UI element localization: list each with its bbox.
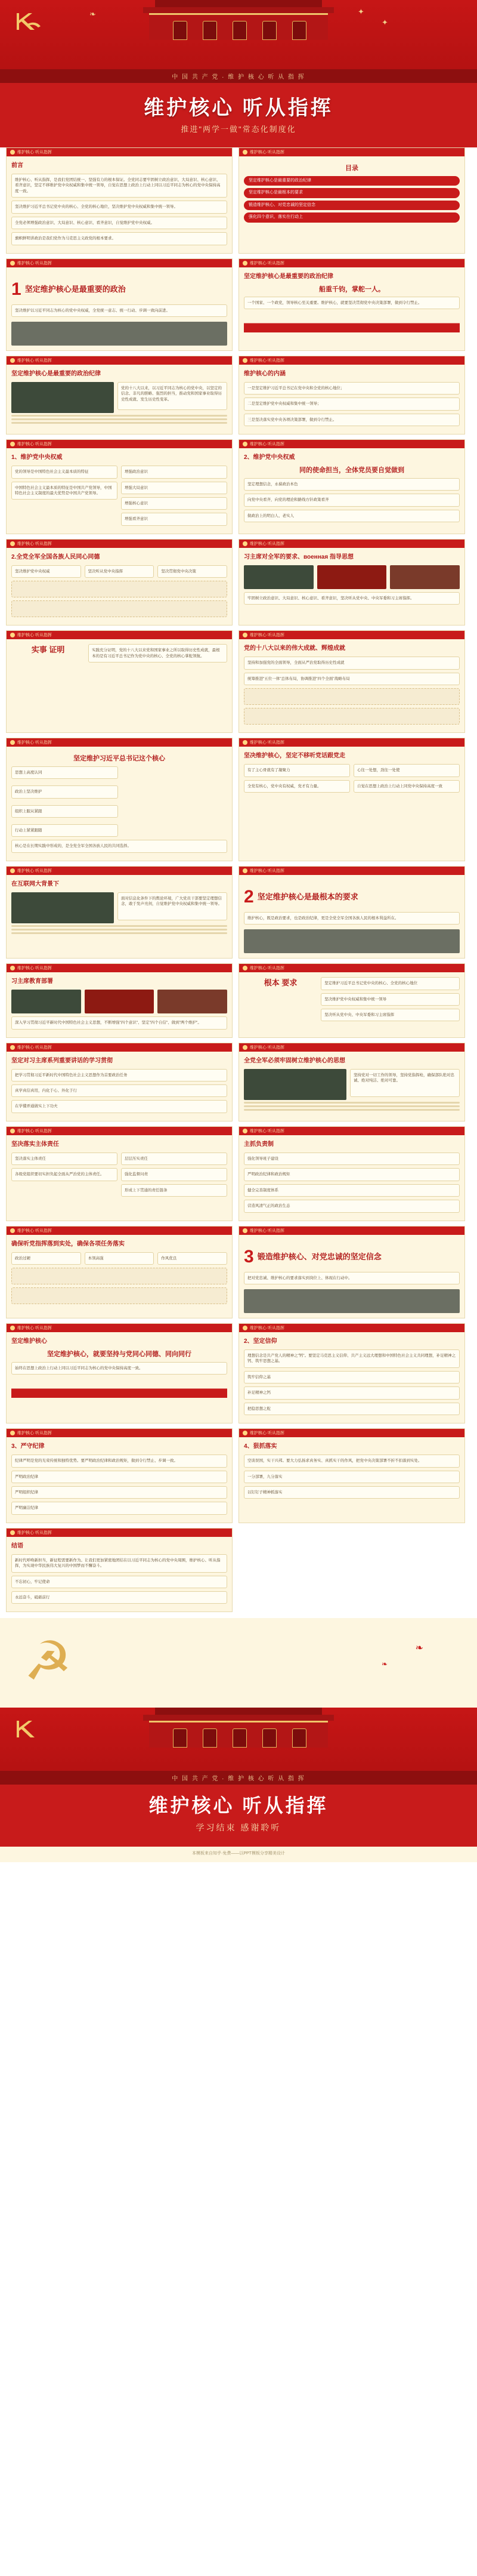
slide-2[interactable] bbox=[238, 147, 465, 254]
slide-body bbox=[7, 639, 232, 670]
slide-header bbox=[239, 631, 464, 639]
ending-title: 维护核心 听从指挥 bbox=[148, 1795, 329, 1817]
slide-body bbox=[239, 875, 464, 958]
party-badge-icon bbox=[243, 1431, 247, 1435]
ribbon-card-4: 行动上紧紧跟随 bbox=[11, 824, 118, 837]
body-text: 党的十八大以来，以习近平同志为核心的党中央，以坚定的信念、非凡的胆略、强烈的担当，推动党和国家事业取得历史性成就、发生历史性变革。 bbox=[117, 382, 227, 410]
info-card-3: 三是坚决落实党中央各项决策部署，做到令行禁止。 bbox=[244, 414, 460, 426]
slide-header-label: 维护核心 听从指挥 bbox=[17, 261, 52, 266]
slide-28[interactable] bbox=[238, 1428, 465, 1523]
party-badge-icon bbox=[10, 966, 15, 970]
right-box-3: 增强核心意识 bbox=[121, 497, 227, 510]
section-title: 坚定维护核心是最重要的政治 bbox=[24, 284, 126, 294]
left-title: 有了主心骨就有了凝聚力 bbox=[244, 764, 350, 777]
info-card-3: 在学懂弄通做实上下功夫 bbox=[11, 1100, 227, 1113]
slide-header bbox=[7, 738, 232, 747]
slide-body bbox=[239, 267, 464, 338]
slide-title: 习主席对全军的要求、военная 指导思想 bbox=[244, 553, 354, 560]
party-badge-icon bbox=[10, 1045, 15, 1050]
slide-23[interactable] bbox=[6, 1226, 233, 1318]
right-box-1: 层层压实责任 bbox=[121, 1153, 227, 1165]
info-card-3: 严明廉洁纪律 bbox=[11, 1502, 227, 1514]
decorative-bird-icon: ❧ bbox=[415, 1643, 423, 1654]
slide-header-label: 维护核心 听从指挥 bbox=[250, 1228, 284, 1233]
info-card-1: 严明政治纪律 bbox=[11, 1471, 227, 1483]
slide-10[interactable] bbox=[238, 539, 465, 625]
slide-header bbox=[239, 259, 464, 267]
party-badge-icon bbox=[10, 1431, 15, 1435]
ending-slide bbox=[0, 1708, 477, 1847]
slide-body bbox=[239, 365, 464, 434]
body-text: 理想信念是共产党人的精神之"钙"。要坚定马克思主义信仰、共产主义远大理想和中国特色社会主义共同理想，补足精神之钙、筑牢思想之基。 bbox=[244, 1349, 460, 1368]
slide-body bbox=[7, 1437, 232, 1523]
list-item-1: 坚定维护习近平总书记党中央的核心、全党的核心地位 bbox=[321, 977, 460, 990]
party-badge-icon bbox=[10, 1326, 15, 1330]
body-text: 维护核心、听从指挥，是我们党团结统一、坚强有力的根本保证。全党同志要牢固树立政治意识、大局意识、核心意识、看齐意识，坚定不移维护党中央权威和集中统一领导，自觉在思想上政治上行动上同以习近平同志为核心的党中央保持高度一致。 bbox=[11, 174, 227, 198]
slide-26[interactable] bbox=[238, 1323, 465, 1423]
info-card-2: 严明政治纪律和政治规矩 bbox=[244, 1168, 460, 1181]
slide-body bbox=[7, 875, 232, 941]
slide-title: 坚定维护核心是最重要的政治纪律 bbox=[244, 273, 333, 280]
slide-header-label: 维护核心 听从指挥 bbox=[17, 1530, 52, 1535]
hero-band: 中 国 共 产 党 · 维 护 核 心 听 从 指 挥 bbox=[0, 69, 477, 83]
toc-item-2[interactable]: 坚定维护核心是最根本的要求 bbox=[244, 188, 460, 198]
slide-header-label: 维护核心 听从指挥 bbox=[17, 741, 52, 745]
slide-body bbox=[239, 1235, 464, 1318]
hero-subtitle: 推进"两学一做"常态化制度化 bbox=[181, 125, 296, 134]
ribbon-card-3: 组织上服从紧跟 bbox=[11, 805, 118, 818]
party-badge-icon bbox=[243, 1045, 247, 1050]
blank-box-1: 政治过硬 bbox=[11, 1252, 81, 1265]
ribbon-card-2: 政治上坚决维护 bbox=[11, 785, 118, 798]
body-text: 纪律严明是党的光荣传统和独特优势。要严明政治纪律和政治规矩，做到令行禁止、步调一致。 bbox=[11, 1455, 227, 1467]
slide-header bbox=[239, 1127, 464, 1135]
slogan-text: 船重千钧，掌舵一人。 bbox=[319, 285, 385, 293]
slide-8[interactable] bbox=[238, 439, 465, 534]
slogan-text: 坚定维护核心，就要坚持与党同心同德、同向同行 bbox=[47, 1351, 191, 1358]
section-number: 2 bbox=[244, 886, 254, 907]
slide-header-label: 维护核心 听从指挥 bbox=[250, 633, 284, 638]
info-card-1: 一分部署，九分落实 bbox=[244, 1471, 460, 1483]
party-badge-icon bbox=[243, 1129, 247, 1133]
slide-title: 维护核心的内涵 bbox=[244, 370, 286, 377]
info-card-1: 一是坚定维护习近平总书记在党中央和全党的核心地位； bbox=[244, 382, 460, 395]
big-label: 实事 证明 bbox=[31, 645, 65, 655]
slide-header bbox=[7, 1227, 232, 1235]
slide-header-label: 维护核心 听从指挥 bbox=[17, 1326, 52, 1330]
slide-header bbox=[239, 440, 464, 448]
slide-19[interactable] bbox=[6, 1043, 233, 1121]
slide-header-label: 维护核心 听从指挥 bbox=[250, 741, 284, 745]
slide-body bbox=[7, 1135, 232, 1204]
slide-header bbox=[7, 867, 232, 875]
slide-header-label: 维护核心 听从指挥 bbox=[17, 541, 52, 546]
slide-header-label: 维护核心 听从指挥 bbox=[17, 1228, 52, 1233]
slide-header-label: 维护核心 听从指挥 bbox=[250, 358, 284, 363]
slide-header bbox=[239, 148, 464, 156]
slide-header bbox=[7, 1529, 232, 1537]
slide-header-label: 维护核心 听从指挥 bbox=[250, 1129, 284, 1133]
right-box-1: 心往一处想，劲往一处使 bbox=[354, 764, 460, 777]
slide-header-label: 维护核心 听从指挥 bbox=[17, 868, 52, 873]
slide-body bbox=[7, 1235, 232, 1312]
blank-box-1: 坚决维护党中央权威 bbox=[11, 565, 81, 578]
slide-5[interactable] bbox=[6, 356, 233, 435]
right-box-2: 增强大局意识 bbox=[121, 482, 227, 494]
slide-header bbox=[239, 738, 464, 747]
slide-header-label: 维护核心 听从指挥 bbox=[250, 150, 284, 155]
slide-header bbox=[7, 1324, 232, 1332]
slide-title: 坚定维护核心是最重要的政治纪律 bbox=[11, 370, 101, 377]
slide-header bbox=[239, 540, 464, 548]
slide-title: 主抓负责制 bbox=[244, 1141, 274, 1148]
ribbon-card-1: 思想上高度认同 bbox=[11, 766, 118, 779]
box-1: 坚定理想信念，永葆政治本色 bbox=[244, 478, 460, 491]
slide-header bbox=[7, 540, 232, 548]
slide-body bbox=[239, 1052, 464, 1117]
box-2: 向党中央看齐，向党的理论和路线方针政策看齐 bbox=[244, 494, 460, 506]
slide-17[interactable] bbox=[6, 963, 233, 1037]
slide-title: 目录 bbox=[345, 165, 358, 172]
right-box-2: 自觉在思想上政治上行动上同党中央保持高度一致 bbox=[354, 780, 460, 793]
slide-body bbox=[239, 1135, 464, 1221]
info-card-2: 严明组织纪律 bbox=[11, 1486, 227, 1499]
body-text: 实践充分证明，党的十八大以来党和国家事业之所以取得历史性成就，最根本的是有习近平总书记作为党中央的核心、全党的核心掌舵领航。 bbox=[88, 644, 227, 663]
party-badge-icon bbox=[10, 261, 15, 266]
slide-header-label: 维护核心 听从指挥 bbox=[250, 541, 284, 546]
info-card-1: 坚决维护习近平总书记党中央的核心、全党的核心地位，坚决维护党中央权威和集中统一领导。 bbox=[11, 201, 227, 213]
slide-11[interactable] bbox=[6, 630, 233, 733]
section-note: 把对党忠诚、维护核心的要求落实到岗位上、体现在行动中。 bbox=[244, 1272, 460, 1284]
slogan-body: 一个国家、一个政党，领导核心至关重要。维护核心，就要坚决贯彻党中央决策部署，做到令行禁止。 bbox=[244, 297, 460, 309]
slide-body bbox=[239, 448, 464, 530]
right-box-4: 增强看齐意识 bbox=[121, 513, 227, 525]
right-box-2: 强化监督问责 bbox=[121, 1168, 227, 1181]
slide-title: 党的十八大以来的伟大成就、辉煌成就 bbox=[244, 645, 345, 652]
info-card-1: 筑牢信仰之基 bbox=[244, 1371, 460, 1383]
info-card-1: 把学习贯彻习近平新时代中国特色社会主义思想作为首要政治任务 bbox=[11, 1069, 227, 1081]
slide-27[interactable] bbox=[6, 1428, 233, 1523]
section-note: 维护核心，既是政治要求，也是政治纪律，更是全党全军全国各族人民的根本利益所在。 bbox=[244, 912, 460, 925]
slide-header-label: 维护核心 听从指挥 bbox=[250, 966, 284, 971]
slide-body bbox=[7, 267, 232, 350]
footer-note: 本模板来自知乎·免费——以PPT模板分享精美设计 bbox=[0, 1847, 477, 1862]
section-number: 3 bbox=[244, 1246, 254, 1267]
crowd-silhouette bbox=[244, 312, 460, 332]
slide-title: 前言 bbox=[11, 162, 23, 169]
info-card-2: 补足精神之钙 bbox=[244, 1386, 460, 1399]
slide-15[interactable] bbox=[6, 866, 233, 959]
slide-grid bbox=[0, 147, 477, 1618]
info-card-3: 旗帜鲜明讲政治是我们党作为马克思主义政党的根本要求。 bbox=[11, 232, 227, 245]
party-badge-icon bbox=[243, 1326, 247, 1330]
hero-top-banner: ❧ ✦ ✦ bbox=[0, 0, 477, 69]
slide-header-label: 维护核心 听从指挥 bbox=[250, 1431, 284, 1436]
slide-title: 坚定对习主席系列重要讲话的学习贯彻 bbox=[11, 1057, 113, 1064]
slide-header bbox=[7, 1429, 232, 1437]
info-card-3: 把稳思想之舵 bbox=[244, 1403, 460, 1415]
section-number: 1 bbox=[11, 279, 21, 299]
slide-13[interactable] bbox=[6, 738, 233, 861]
slide-body bbox=[239, 1437, 464, 1506]
slide-title: 2、维护党中央权威 bbox=[244, 454, 295, 461]
slide-header bbox=[7, 259, 232, 267]
slide-16[interactable] bbox=[238, 866, 465, 959]
slide-title: 2.全党全军全国各族人民同心同德 bbox=[11, 553, 100, 560]
slide-21[interactable] bbox=[6, 1126, 233, 1221]
ending-band: 中 国 共 产 党 · 维 护 核 心 听 从 指 挥 bbox=[0, 1771, 477, 1785]
slide-header bbox=[7, 356, 232, 365]
box-1: 坚持和加强党的全面领导，全面从严治党取得历史性成就 bbox=[244, 657, 460, 669]
section-note: 坚决维护以习近平同志为核心的党中央权威，全党统一意志、统一行动、步调一致向前进。 bbox=[11, 304, 227, 317]
slide-header-label: 维护核心 听从指挥 bbox=[17, 1431, 52, 1436]
ending-subtitle: 学习结束 感谢聆听 bbox=[196, 1823, 281, 1833]
section-title: 锻造维护核心、对党忠诚的坚定信念 bbox=[257, 1252, 382, 1261]
blank-box-3: 坚决贯彻党中央决策 bbox=[157, 565, 227, 578]
slide-body bbox=[7, 1537, 232, 1612]
slide-title: 在互联网大背景下 bbox=[11, 880, 59, 888]
party-badge-icon bbox=[243, 1228, 247, 1233]
slide-title: 坚决维护核心，坚定不移听党话跟党走 bbox=[244, 753, 345, 760]
slide-body bbox=[7, 365, 232, 430]
slide-24[interactable] bbox=[238, 1226, 465, 1318]
ending-top-banner bbox=[0, 1708, 477, 1771]
party-badge-icon bbox=[10, 1129, 15, 1133]
toc-item-4[interactable]: 强化四个意识，落实在行动上 bbox=[244, 212, 460, 223]
slide-3[interactable] bbox=[6, 258, 233, 351]
box-2: 统筹推进"五位一体"总体布局，协调推进"四个全面"战略布局 bbox=[244, 673, 460, 685]
party-badge-icon bbox=[243, 633, 247, 637]
slide-body bbox=[7, 1332, 232, 1403]
party-badge-icon bbox=[10, 868, 15, 873]
left-body: 全党有核心，党中央有权威，党才有力量。 bbox=[244, 780, 350, 793]
slide-body bbox=[239, 747, 464, 800]
right-box-1: 增强政治意识 bbox=[121, 466, 227, 478]
hammer-sickle-icon: ☭ bbox=[24, 1632, 72, 1692]
slide-header bbox=[7, 1127, 232, 1135]
slide-header-label: 维护核心 听从指挥 bbox=[17, 358, 52, 363]
right-box-3: 形成上下贯通的责任链条 bbox=[121, 1184, 227, 1197]
left-body: 中国特色社会主义最本质的特征是中国共产党领导，中国特色社会主义制度的最大优势是中国共产党领导。 bbox=[11, 482, 117, 500]
slide-header bbox=[239, 1429, 464, 1437]
slide-header-label: 维护核心 听从指挥 bbox=[17, 1045, 52, 1050]
hero-slide bbox=[0, 0, 477, 147]
slide-title: 4、狠抓落实 bbox=[244, 1443, 277, 1450]
slide-body bbox=[7, 972, 232, 1037]
slide-title: 结语 bbox=[11, 1542, 23, 1549]
slide-title: 习主席教育部署 bbox=[11, 978, 53, 985]
slide-1[interactable] bbox=[6, 147, 233, 254]
hero-title: 维护核心 听从指挥 bbox=[144, 97, 333, 119]
party-badge-icon bbox=[243, 261, 247, 266]
party-badge-icon bbox=[10, 1530, 15, 1535]
slide-header-label: 维护核心 听从指挥 bbox=[250, 868, 284, 873]
party-badge-icon bbox=[243, 541, 247, 546]
tiananmen-illustration bbox=[0, 0, 477, 39]
slide-14[interactable] bbox=[238, 738, 465, 861]
slide-title: 确保听党指挥落到实处，确保各项任务落实 bbox=[11, 1240, 125, 1247]
info-card-2: 真学真信真用，内化于心、外化于行 bbox=[11, 1084, 227, 1097]
big-label: 根本 要求 bbox=[264, 978, 298, 988]
party-badge-icon bbox=[10, 442, 15, 446]
party-badge-icon bbox=[243, 442, 247, 446]
info-card-2: 永远奋斗，砥砺前行 bbox=[11, 1591, 227, 1604]
info-card-2: 全党必须增强政治意识、大局意识、核心意识、看齐意识，自觉维护党中央权威。 bbox=[11, 217, 227, 229]
party-badge-icon bbox=[10, 1228, 15, 1233]
body-text: 新时代呼唤新担当，新征程需要新作为。让我们更加紧密地团结在以习近平同志为核心的党中央周围，维护核心、听从指挥，为实现中华民族伟大复兴的中国梦而不懈奋斗。 bbox=[11, 1554, 227, 1573]
slide-header bbox=[7, 631, 232, 639]
blank-box-2: 坚决听从党中央指挥 bbox=[85, 565, 154, 578]
slide-title: 坚定维护核心 bbox=[11, 1338, 47, 1345]
slide-header bbox=[239, 1227, 464, 1235]
party-badge-icon bbox=[10, 740, 15, 745]
list-item-2: 坚决维护党中央权威和集中统一领导 bbox=[321, 993, 460, 1006]
tiananmen-illustration-end bbox=[0, 1708, 477, 1747]
slide-title: 1、维护党中央权威 bbox=[11, 454, 63, 461]
slide-6[interactable] bbox=[238, 356, 465, 435]
slide-body bbox=[239, 1332, 464, 1423]
info-card-1: 强化领导班子建设 bbox=[244, 1153, 460, 1165]
left-title: 党的领导是中国特色社会主义最本质的特征 bbox=[11, 466, 117, 478]
slide-25[interactable] bbox=[6, 1323, 233, 1423]
body-text: 空谈误国，实干兴邦。要大力弘扬求真务实、真抓实干的作风，把党中央决策部署不折不扣落到实处。 bbox=[244, 1455, 460, 1467]
party-badge-icon bbox=[10, 358, 15, 363]
slide-header-label: 维护核心 听从指挥 bbox=[17, 1129, 52, 1133]
left-body: 各级党组织要切实担负起全面从严治党的主体责任。 bbox=[11, 1168, 117, 1181]
slide-7[interactable] bbox=[6, 439, 233, 534]
slogan-text: 同的使命担当，全体党员要自觉做到 bbox=[299, 467, 404, 474]
slide-body bbox=[7, 156, 232, 253]
box-3: 做政治上的明白人、老实人 bbox=[244, 510, 460, 522]
slide-20[interactable] bbox=[238, 1043, 465, 1121]
slide-body bbox=[239, 156, 464, 230]
body-text: 坚持党对一切工作的领导，坚持党指挥枪，确保部队绝对忠诚、绝对纯洁、绝对可靠。 bbox=[350, 1069, 460, 1097]
body-text: 牢固树立政治意识、大局意识、核心意识、看齐意识，坚决听从党中央、中央军委和习主席指挥。 bbox=[244, 592, 460, 605]
party-badge-icon bbox=[243, 740, 247, 745]
slide-header bbox=[7, 964, 232, 972]
slide-4[interactable] bbox=[238, 258, 465, 351]
slide-header bbox=[239, 964, 464, 972]
slide-header-label: 维护核心 听从指挥 bbox=[17, 442, 52, 447]
info-card-2: 二是坚定维护党中央权威和集中统一领导； bbox=[244, 398, 460, 410]
ribbon-note: 核心是在长期实践中形成的，是全党全军全国各族人民的共同选择。 bbox=[11, 840, 227, 852]
slide-header-label: 维护核心 听从指挥 bbox=[250, 442, 284, 447]
slide-body bbox=[239, 972, 464, 1029]
slide-header bbox=[7, 440, 232, 448]
party-badge-icon bbox=[10, 541, 15, 546]
slide-body bbox=[7, 1052, 232, 1121]
slide-title: 坚决落实主体责任 bbox=[11, 1141, 59, 1148]
slide-body bbox=[239, 639, 464, 732]
slide-body bbox=[7, 448, 232, 534]
slide-22[interactable] bbox=[238, 1126, 465, 1221]
crowd-silhouette bbox=[11, 1378, 227, 1398]
slide-body bbox=[239, 548, 464, 612]
section-title: 坚定维护核心是最根本的要求 bbox=[257, 892, 358, 902]
slide-body bbox=[7, 747, 232, 861]
party-badge-icon bbox=[243, 358, 247, 363]
blank-box-2: 本领高强 bbox=[85, 1252, 154, 1265]
slide-header-label: 维护核心 听从指挥 bbox=[17, 633, 52, 638]
body-text: 面对信息化条件下的舆论环境，广大党员干部要坚定理想信念，敢于发声亮剑，自觉维护党中央权威和集中统一领导。 bbox=[117, 892, 227, 920]
toc-item-1[interactable]: 坚定维护核心是最重要的政治纪律 bbox=[244, 176, 460, 186]
toc-item-3[interactable]: 锻造维护核心、对党忠诚的坚定信念 bbox=[244, 201, 460, 211]
slide-header-label: 维护核心 听从指挥 bbox=[250, 1326, 284, 1330]
decorative-bird-icon-2: ❧ bbox=[381, 1660, 388, 1669]
left-title: 坚决落实主体责任 bbox=[11, 1153, 117, 1165]
slide-18[interactable] bbox=[238, 963, 465, 1037]
slide-title: 全党全军必须牢固树立维护核心的思想 bbox=[244, 1057, 345, 1064]
list-item-3: 坚决听从党中央、中央军委和习主席指挥 bbox=[321, 1009, 460, 1021]
slide-header bbox=[239, 356, 464, 365]
info-card-4: 营造风清气正的政治生态 bbox=[244, 1200, 460, 1212]
info-card-2: 以钉钉子精神抓落实 bbox=[244, 1486, 460, 1499]
hammer-sickle-decoration bbox=[0, 1618, 477, 1708]
party-badge-icon bbox=[243, 868, 247, 873]
party-badge-icon bbox=[243, 966, 247, 970]
slide-header bbox=[239, 867, 464, 875]
body-text: 深入学习贯彻习近平新时代中国特色社会主义思想，不断增强"四个意识"、坚定"四个自信"、做到"两个维护"。 bbox=[11, 1016, 227, 1029]
slide-body bbox=[7, 548, 232, 625]
slide-header-label: 维护核心 听从指挥 bbox=[250, 1045, 284, 1050]
slide-title: 3、严守纪律 bbox=[11, 1443, 45, 1450]
slide-header bbox=[7, 148, 232, 156]
party-badge-icon bbox=[10, 150, 15, 155]
slide-12[interactable] bbox=[238, 630, 465, 733]
blank-box-3: 作风优良 bbox=[157, 1252, 227, 1265]
slide-header-label: 维护核心 听从指挥 bbox=[17, 150, 52, 155]
slide-header bbox=[7, 1043, 232, 1052]
slide-header-label: 维护核心 听从指挥 bbox=[250, 261, 284, 266]
info-card-1: 不忘初心，牢记使命 bbox=[11, 1576, 227, 1588]
slogan-body: 始终在思想上政治上行动上同以习近平同志为核心的党中央保持高度一致。 bbox=[11, 1362, 227, 1375]
slide-header-label: 维护核心 听从指挥 bbox=[17, 966, 52, 971]
slide-9[interactable] bbox=[6, 539, 233, 625]
slide-title: 2、坚定信仰 bbox=[244, 1338, 277, 1345]
slide-header bbox=[239, 1324, 464, 1332]
ribbon-title: 坚定维护习近平总书记这个核心 bbox=[73, 755, 165, 763]
slide-29[interactable] bbox=[6, 1528, 233, 1613]
info-card-3: 健全完善制度体系 bbox=[244, 1184, 460, 1197]
slide-header bbox=[239, 1043, 464, 1052]
party-badge-icon bbox=[243, 150, 247, 155]
party-badge-icon bbox=[10, 633, 15, 637]
